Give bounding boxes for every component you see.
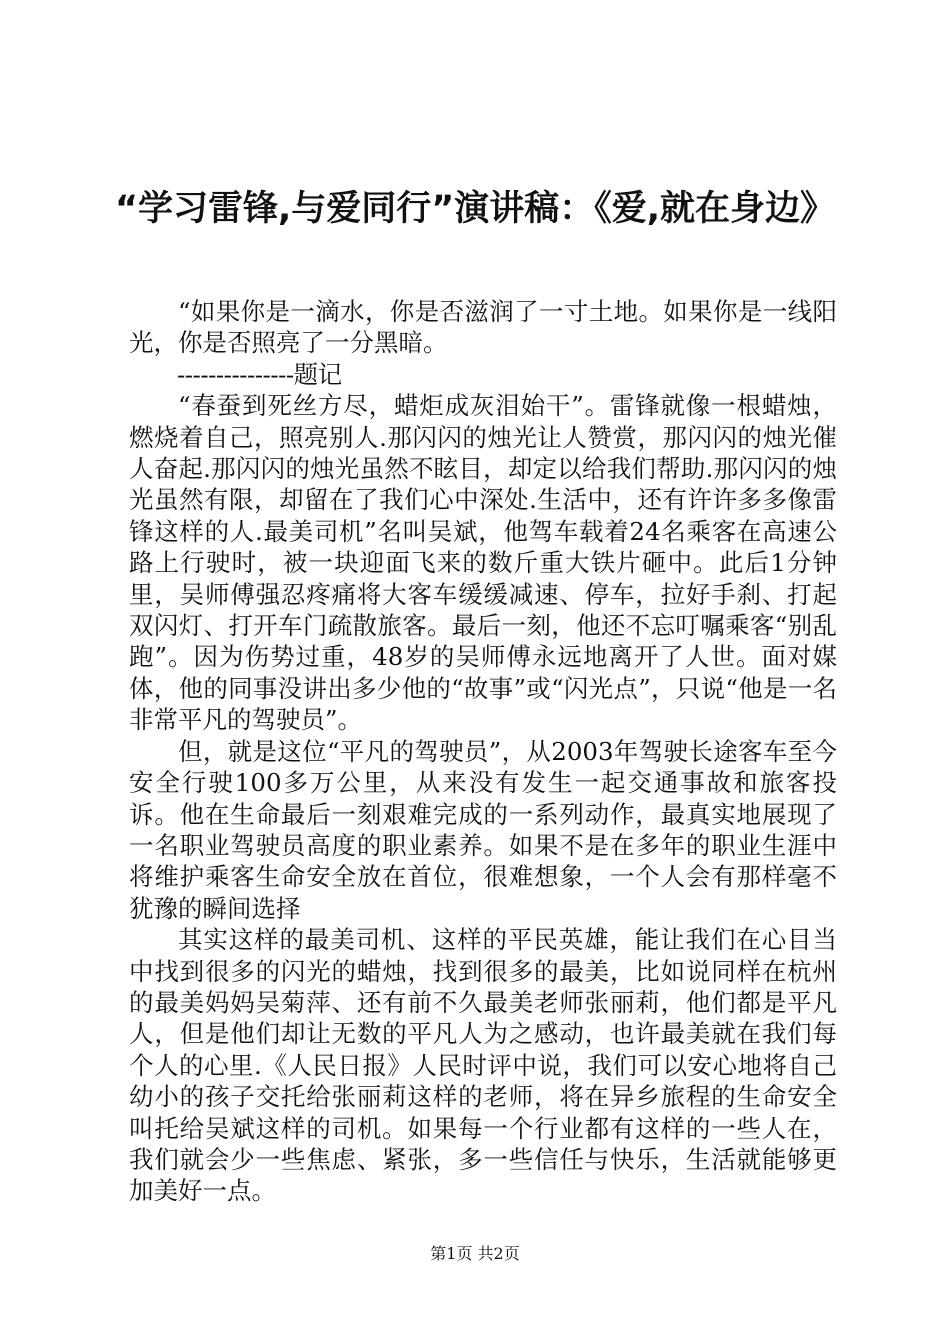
page-footer: 第1页 共2页: [430, 1244, 520, 1263]
epigraph: “如果你是一滴水，你是否滋润了一寸土地。如果你是一线阳光，你是否照亮了一分黑暗。: [129, 297, 837, 358]
document-body: [129, 296, 837, 1207]
paragraph-1: “春蚕到死丝方尽，蜡炬成灰泪始干”。雷锋就像一根蜡烛，燃烧着自己，照亮别人.那闪闪的烛光让人赞赏，那闪闪的烛光催人奋起.那闪闪的烛光虽然不眩目，却定以给我们帮助.那闪闪的烛光虽然有限，却留在了我们心中深处.生活中，还有许许多多像雷锋这样的人.最美司机”名叫吴斌，他驾车载着24名乘客在高速公路上行驶时，被一块迎面飞来的数斤重大铁片砸中。此后1分钟里，吴师傅强忍疼痛将大客车缓缓减速、停车，拉好手刹、打起双闪灯、打开车门疏散旅客。最后一刻，他还不忘叮嘱乘客“别乱跑”。因为伤势过重，48岁的吴师傅永远地离开了人世。面对媒体，他的同事没讲出多少他的“故事”或“闪光点”，只说“他是一名非常平凡的驾驶员”。: [129, 391, 837, 735]
epigraph-signature: ---------------题记: [177, 359, 342, 389]
document-title: “学习雷锋,与爱同行”演讲稿：《爱,就在身边》: [114, 189, 836, 229]
paragraph-3: 其实这样的最美司机、这样的平民英雄，能让我们在心目当中找到很多的闪光的蜡烛，找到很多的最美，比如说同样在杭州的最美妈妈吴菊萍、还有前不久最美老师张丽莉，他们都是平凡人，但是他们却让无数的平凡人为之感动，也许最美就在我们每个人的心里.《人民日报》人民时评中说，我们可以安心地将自己幼小的孩子交托给张丽莉这样的老师，将在异乡旅程的生命安全叫托给吴斌这样的司机。如果每一个行业都有这样的一些人在，我们就会少一些焦虑、紧张，多一些信任与快乐，生活就能够更加美好一点。: [129, 925, 837, 1206]
paragraph-2: 但，就是这位“平凡的驾驶员”，从2003年驾驶长途客车至今安全行驶100多万公里，从来没有发生一起交通事故和旅客投诉。他在生命最后一刻艰难完成的一系列动作，最真实地展现了一名职业驾驶员高度的职业素养。如果不是在多年的职业生涯中将维护乘客生命安全放在首位，很难想象，一个人会有那样毫不犹豫的瞬间选择: [129, 736, 837, 923]
